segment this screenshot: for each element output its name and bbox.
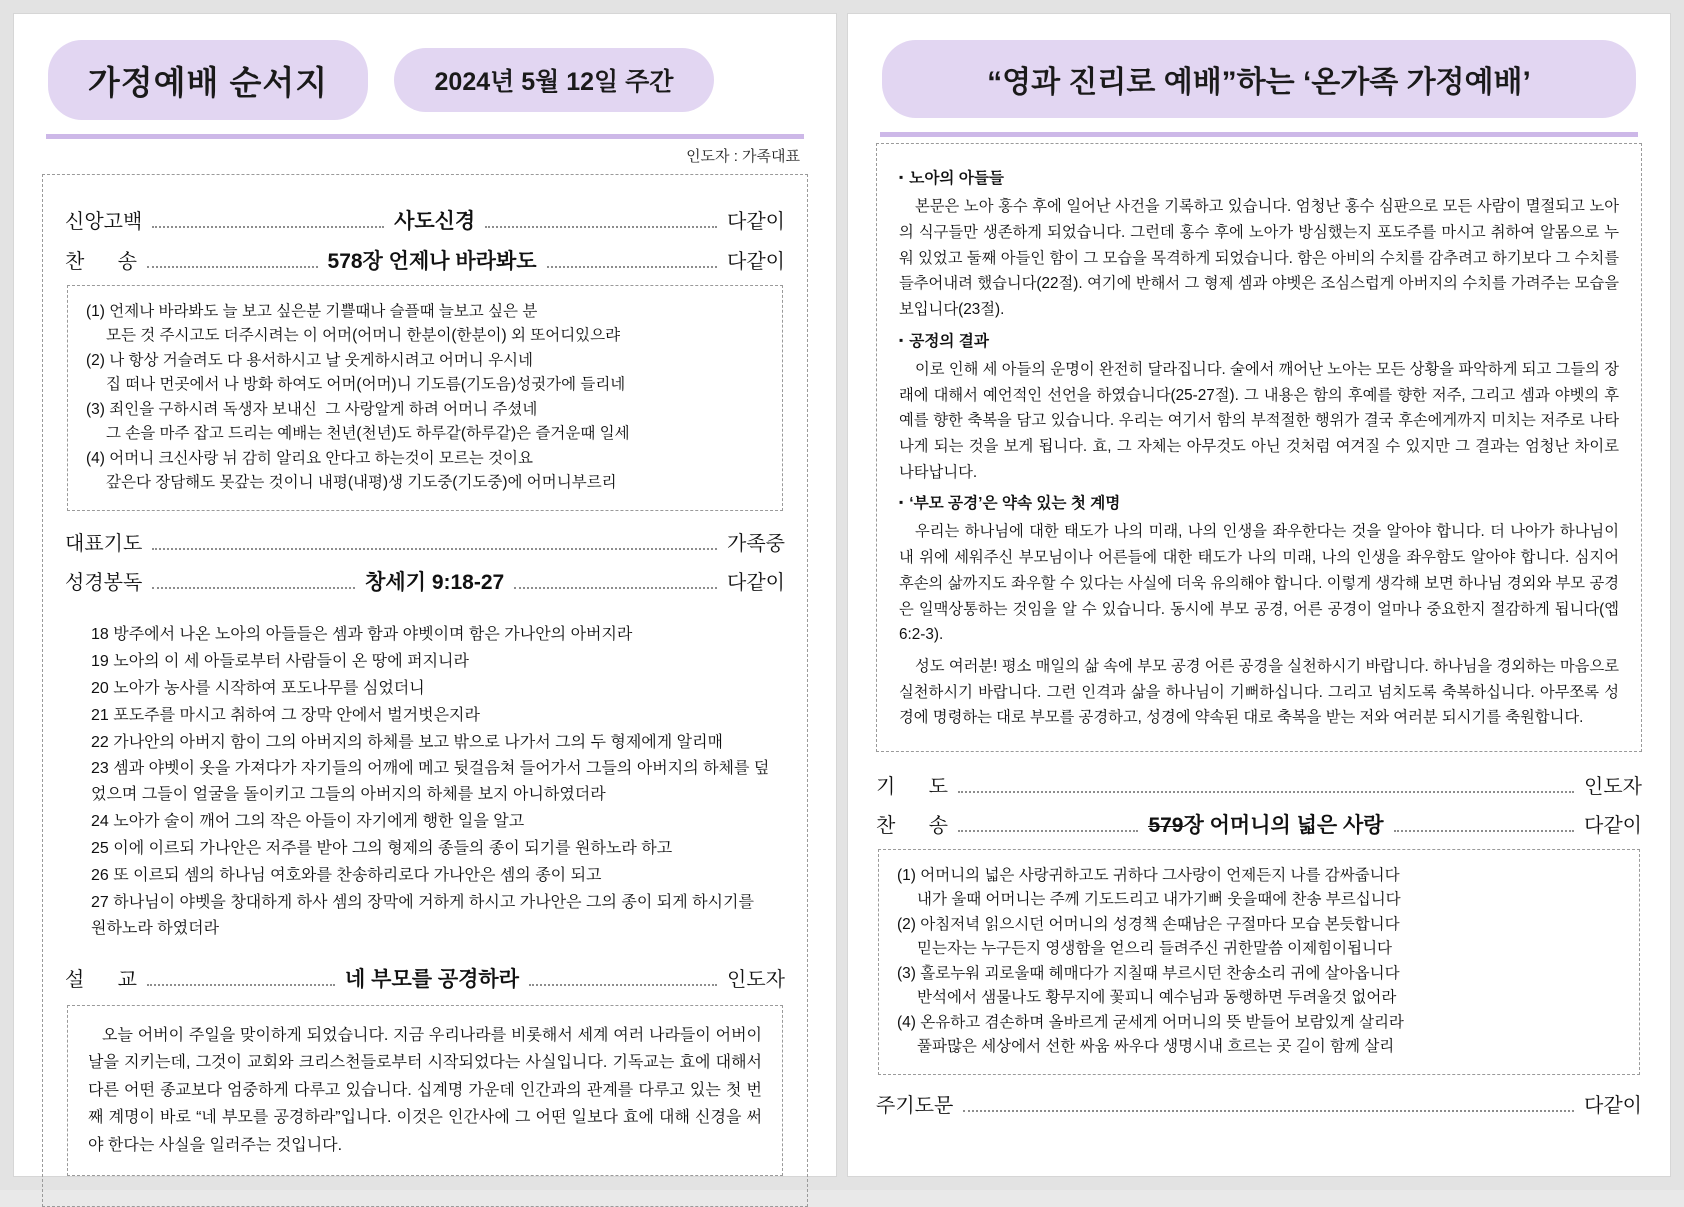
verse: 27 하나님이 야벳을 창대하게 하사 셈의 장막에 거하게 하시고 가나안은 그의 종이 되게 하시기를 원하노라 하였더라 [91,893,754,937]
right-sheet [848,14,1670,1176]
header-divider [880,132,1638,137]
dot-leader [152,579,355,589]
verse: 18 방주에서 나온 노아의 아들들은 셈과 함과 야벳이며 함은 가나안의 아버지라 [91,625,633,643]
verse: 23 셈과 야벳이 옷을 가져다가 자기들의 어깨에 메고 뒷걸음쳐 들어가서 그들의 아버지의 하체를 덮었으며 그들이 얼굴을 돌이키고 그들의 아버지의 하체를 보지 아니하였더라 [91,760,770,804]
order-row-confession [65,205,785,235]
order-row-hymn2 [876,809,1642,839]
hymn-line: 그 손을 마주 잡고 드리는 예배는 천년(천년)도 하루같(하루같)은 즐거운때 일세 [106,425,630,443]
dot-leader [963,1102,1574,1112]
right-order-list [876,770,1642,1118]
order-row-prayer2 [876,770,1642,799]
dot-leader [547,258,718,268]
section-paragraph: 성도 여러분! 평소 매일의 삶 속에 부모 공경 어른 공경을 실천하시기 바랍니다. 하나님을 경외하는 마음으로 실천하시기 바랍니다. 그런 인격과 삶을 하나님이 기뻐하십니다. 그리고 넘치도록 축복하십니다. 아무쪼록 성경에 명령하는 대로 부모를 공경하고, 성경에 약속된 대로 축복을 받는 저와 여러분 되시기를 축원합니다. [899,657,1619,727]
left-sheet [14,14,836,1176]
hymn-line: (1) 언제나 바라봐도 늘 보고 싶은분 기쁠때나 슬플때 늘보고 싶은 분 [86,303,538,320]
hymn-line: 믿는자는 누구든지 영생함을 얻으리 들려주신 귀한말씀 이제힘이됩니다 [917,940,1393,958]
order-participant: 인도자 [727,968,786,991]
verse: 19 노아의 이 세 아들로부터 사람들이 온 땅에 퍼지니라 [91,652,469,670]
right-header [876,36,1642,118]
hymn-line: 풀파많은 세상에서 선한 싸움 싸우다 생명시내 흐르는 곳 길이 함께 살리 [917,1038,1395,1056]
sermon-intro-box [67,1005,783,1177]
order-label: 설 교 [65,968,137,991]
scripture-text [65,606,785,953]
dot-leader [1394,822,1574,832]
section-heading: ▪ 공정의 결과 [899,329,1619,355]
dot-leader [485,218,717,228]
dot-leader [529,976,717,986]
hymn-line: (3) 홀로누워 괴로울때 헤매다가 지칠때 부르시던 찬송소리 귀에 살아옵니다 [897,964,1400,982]
hymn-lyrics-box-right [878,849,1640,1075]
order-participant: 다같이 [1584,1094,1642,1117]
verse: 26 또 이르되 셈의 하나님 여호와를 찬송하리로다 가나안은 셈의 종이 되고 [91,867,602,885]
order-participant: 다같이 [727,571,786,594]
order-row-sermon [65,963,785,993]
sermon-paragraph: 오늘 어버이 주일을 맞이하게 되었습니다. 지금 우리나라를 비롯해서 세계 여러 나라들이 어버이날을 지키는데, 그것이 교회와 크리스천들로부터 시작되었다는 사실입니다. 기독교는 효에 대해서 다른 어떤 종교보다 엄중하게 다루고 있습니다. 십계명 가운데 인간과의 관계를 다루고 있는 첫 번째 계명이 바로 “네 부모를 공경하라”입니다. 이것은 인간사에 그 어떤 일보다 효에 대해 신경을 써야 한다는 사실을 일러주는 것입니다. [88,1026,762,1154]
order-row-prayer [65,527,785,556]
verse: 21 포도주를 마시고 취하여 그 장막 안에서 벌거벗은지라 [91,706,480,724]
sermon-message-box [876,143,1642,752]
section-paragraph: 우리는 하나님에 대한 태도가 나의 미래, 나의 인생을 좌우한다는 것을 알아야 합니다. 더 나아가 하나님이 내 위에 세워주신 부모님이나 어른들에 대한 태도가 나의 미래, 나의 인생을 좌우함도 알아야 합니다. 심지어 후손의 삶까지도 좌우할 수 있다는 사실에 더욱 유의해야 합니다. 이렇게 생각해 보면 하나님 경외와 부모 공경은 일맥상통하는 것임을 알 수 있습니다. 동시에 부모 공경, 어른 공경이 얼마나 중요한지 절감하게 됩니다(엡6:2-3). [899,523,1619,644]
left-header [42,36,808,120]
verse: 22 가나안의 아버지 함이 그의 아버지의 하체를 보고 밖으로 나가서 그의 두 형제에게 알리매 [91,733,724,751]
verse: 24 노아가 술이 깨어 그의 작은 아들이 자기에게 행한 일을 알고 [91,813,525,831]
hymn-lyrics-box [67,285,783,511]
order-label: 기 도 [876,775,948,798]
order-participant: 다같이 [727,211,785,233]
hymn-line: 반석에서 샘물나도 황무지에 꽃피니 예수님과 동행하면 두려울것 없어라 [917,989,1397,1007]
verse: 20 노아가 농사를 시작하여 포도나무를 심었더니 [91,679,425,697]
right-page-title: “영과 진리로 예배”하는 ‘온가족 가정예배’ [882,40,1636,118]
order-row-hymn [65,245,785,275]
dot-leader [147,976,335,986]
dot-leader [152,218,384,228]
order-center [1148,809,1383,839]
dot-leader [152,540,717,550]
section-heading: ▪ 노아의 아들들 [899,166,1619,192]
hymn-line: (4) 온유하고 겸손하며 올바르게 굳세게 어머니의 뜻 받들어 보람있게 살리라 [897,1013,1404,1031]
hymn-line: (4) 어머니 크신사랑 뉘 감히 알리요 안다고 하는것이 모르는 것이요 [86,449,534,467]
order-center: 창세기 9:18-27 [365,570,505,594]
left-content-box [42,174,808,1207]
hymn-title: 장 어머니의 넓은 사랑 [1183,813,1384,837]
order-label: 신앙고백 [65,211,143,233]
hymn-line: 집 떠나 먼곳에서 나 방화 하여도 어머(어머)니 기도름(기도음)성귓가에 들리네 [106,376,626,394]
hymn-line: 모든 것 주시고도 더주시려는 이 어머(어머니 한분이(한분이) 외 또어디있으랴 [106,327,621,345]
leader-label: 인도자 : 가족대표 [686,148,800,165]
hymn-line: (2) 나 항상 거슬려도 다 용서하시고 날 웃게하시려고 어머니 우시네 [86,351,534,369]
section-paragraph: 이로 인해 세 아들의 운명이 완전히 달라집니다. 술에서 깨어난 노아는 모든 상황을 파악하게 되고 그들의 장래에 대해서 예언적인 선언을 하였습니다(25-27절). 그 내용은 함의 후예를 향한 저주, 그리고 셈과 야벳의 후예를 향한 축복을 담고 있습니다. 우리는 여기서 함의 부적절한 행위가 결국 후손에게까지 미치는 저주로 나타나게 되는 것을 보게 됩니다. 효, 그 자체는 아무것도 아닌 것처럼 여겨질 수 있지만 그 결과는 엄청난 차이로 나타납니다. [899,360,1619,481]
order-row-scripture [65,566,785,596]
order-label: 성경봉독 [65,571,143,594]
dot-leader [147,258,318,268]
order-participant: 다같이 [727,251,786,273]
order-participant: 가족중 [727,532,785,555]
hymn-line: (1) 어머니의 넓은 사랑귀하고도 귀하다 그사랑이 언제든지 나를 감싸줍니다 [897,866,1400,884]
order-participant: 인도자 [1584,775,1642,798]
order-center: 사도신경 [394,210,476,233]
section-paragraph: 본문은 노아 홍수 후에 일어난 사건을 기록하고 있습니다. 엄청난 홍수 심판으로 모든 사람이 멸절되고 노아의 식구들만 생존하게 되었습니다. 그런데 홍수 후에 노아가 방심했는지 포도주를 마시고 취하여 알몸으로 누워 있었고 둘째 아들인 함이 그 모습을 목격하게 되었습니다. 함은 아비의 수치를 감추려고 하기보다 그 수치를 들추어내려 했습니다(22절). 여기에 반해서 그 형제 셈과 야벳은 조심스럽게 아버지의 수치를 가려주는 모습을 보입니다(23절). [899,198,1619,318]
hymn-line: (3) 죄인을 구하시려 독생자 보내신 그 사랑알게 하려 어머니 주셨네 [86,400,538,418]
hymn-line: 내가 울때 어머니는 주께 기도드리고 내가기뻐 웃을때에 찬송 부르십니다 [917,891,1401,909]
order-label: 찬 송 [65,251,137,273]
order-label: 주기도문 [876,1094,954,1117]
date-badge: 2024년 5월 12일 주간 [394,48,714,112]
verse: 25 이에 이르되 가나안은 저주를 받아 그의 형제의 종들의 종이 되기를 원하노라 하고 [91,840,673,858]
dot-leader [958,783,1574,793]
order-participant: 다같이 [1584,814,1643,837]
order-label: 대표기도 [65,532,143,555]
order-center: 578장 언제나 바라봐도 [327,250,537,273]
hymn-line: (2) 아침저녁 읽으시던 어머니의 성경책 손때남은 구절마다 모습 본듯합니다 [897,915,1400,933]
header-divider [46,134,804,139]
order-center: 네 부모를 공경하라 [345,967,519,991]
page-title: 가정예배 순서지 [48,40,368,120]
dot-leader [958,822,1138,832]
order-label: 찬 송 [876,814,948,837]
order-row-lords-prayer [876,1089,1642,1118]
dot-leader [514,579,717,589]
hymn-number: 579 [1148,813,1184,837]
section-heading: ▪ ‘부모 공경’은 약속 있는 첫 계명 [899,491,1619,517]
hymn-line: 갚은다 장담해도 못갚는 것이니 내평(내평)생 기도중(기도중)에 어머니부르리 [106,474,617,492]
